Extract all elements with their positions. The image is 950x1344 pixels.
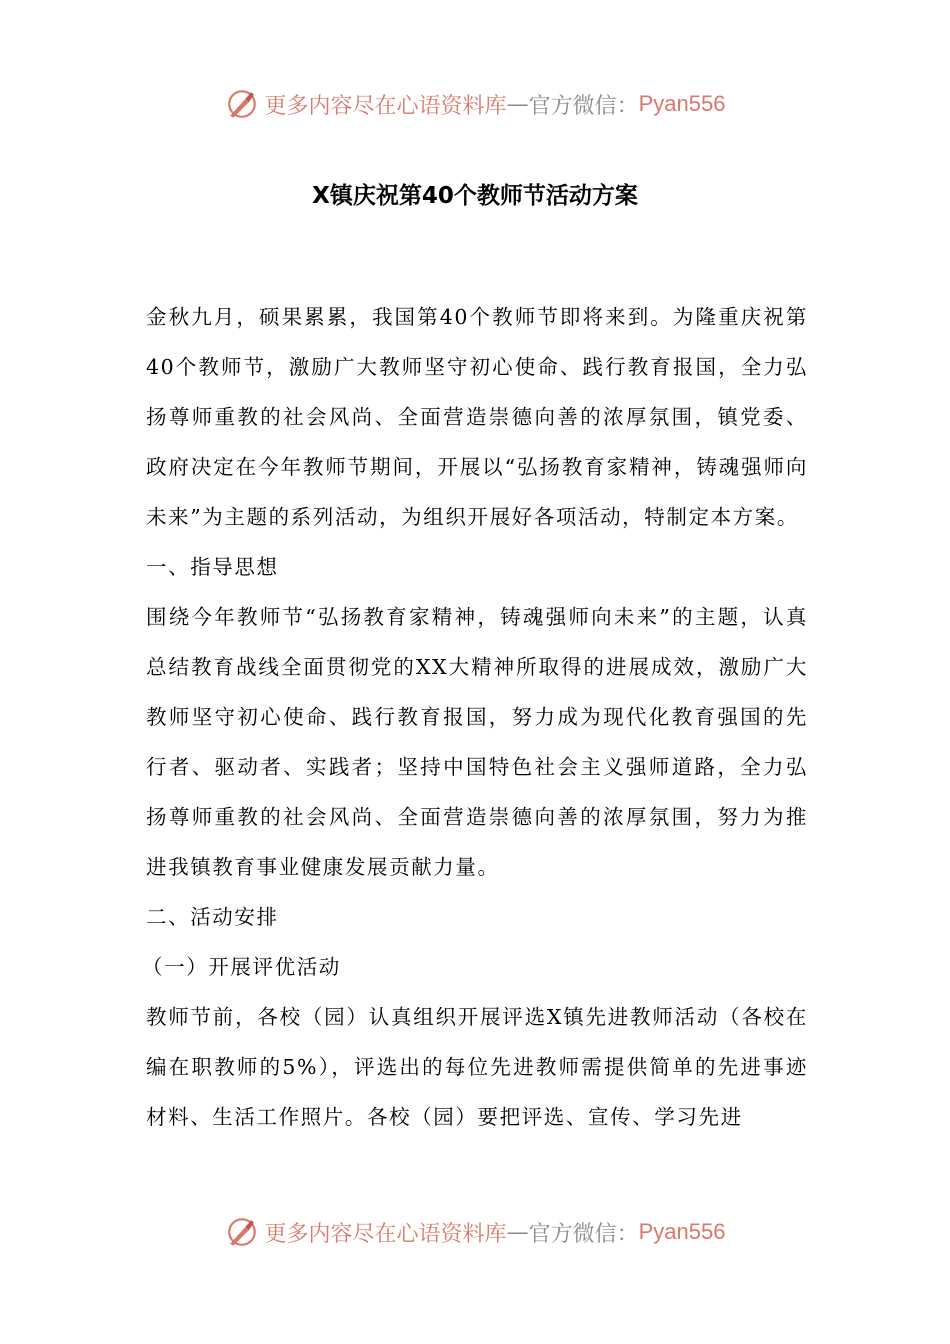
pen-nib-logo-icon [225, 87, 259, 121]
banner-main-text: 更多内容尽在心语资料库 [264, 1221, 507, 1247]
evaluation-paragraph: 教师节前，各校（园）认真组织开展评选X镇先进教师活动（各校在编在职教师的5%），评选出的每位先进教师需提供简单的先进事迹材料、生活工作照片。各校（园）要把评选、宣传、学习先进 [146, 1005, 808, 1129]
banner-separator: — [506, 91, 529, 117]
pen-nib-logo-icon [225, 1215, 259, 1249]
banner-separator: — [506, 1219, 529, 1245]
banner-wechat-id: Pyan556 [638, 91, 726, 116]
document-title: X镇庆祝第40个教师节活动方案 [312, 183, 638, 209]
header-banner [0, 84, 950, 124]
banner-wechat-id: Pyan556 [638, 1219, 726, 1244]
section-heading-guiding-ideology: 一、指导思想 [146, 555, 279, 579]
banner-sub-text: 官方微信： [528, 1221, 639, 1247]
document-body [142, 292, 808, 1142]
section-heading-activity-arrangement: 二、活动安排 [146, 905, 279, 929]
subsection-heading-evaluation: （一）开展评优活动 [142, 955, 341, 979]
banner-main-text: 更多内容尽在心语资料库 [264, 93, 507, 119]
intro-paragraph: 金秋九月，硕果累累，我国第40个教师节即将来到。为隆重庆祝第40个教师节，激励广大教师坚守初心使命、践行教育报国，全力弘扬尊师重教的社会风尚、全面营造崇德向善的浓厚氛围，镇党委、政府决定在今年教师节期间，开展以“弘扬教育家精神，铸魂强师向未来”为主题的系列活动，为组织开展好各项活动，特制定本方案。 [146, 305, 808, 529]
guiding-ideology-paragraph: 围绕今年教师节“弘扬教育家精神，铸魂强师向未来”的主题，认真总结教育战线全面贯彻党的XX大精神所取得的进展成效，激励广大教师坚守初心使命、践行教育报国，努力成为现代化教育强国的先行者、驱动者、实践者；坚持中国特色社会主义强师道路，全力弘扬尊师重教的社会风尚、全面营造崇德向善的浓厚氛围，努力为推进我镇教育事业健康发展贡献力量。 [146, 605, 808, 879]
banner-sub-text: 官方微信： [528, 93, 639, 119]
footer-banner [0, 1212, 950, 1252]
